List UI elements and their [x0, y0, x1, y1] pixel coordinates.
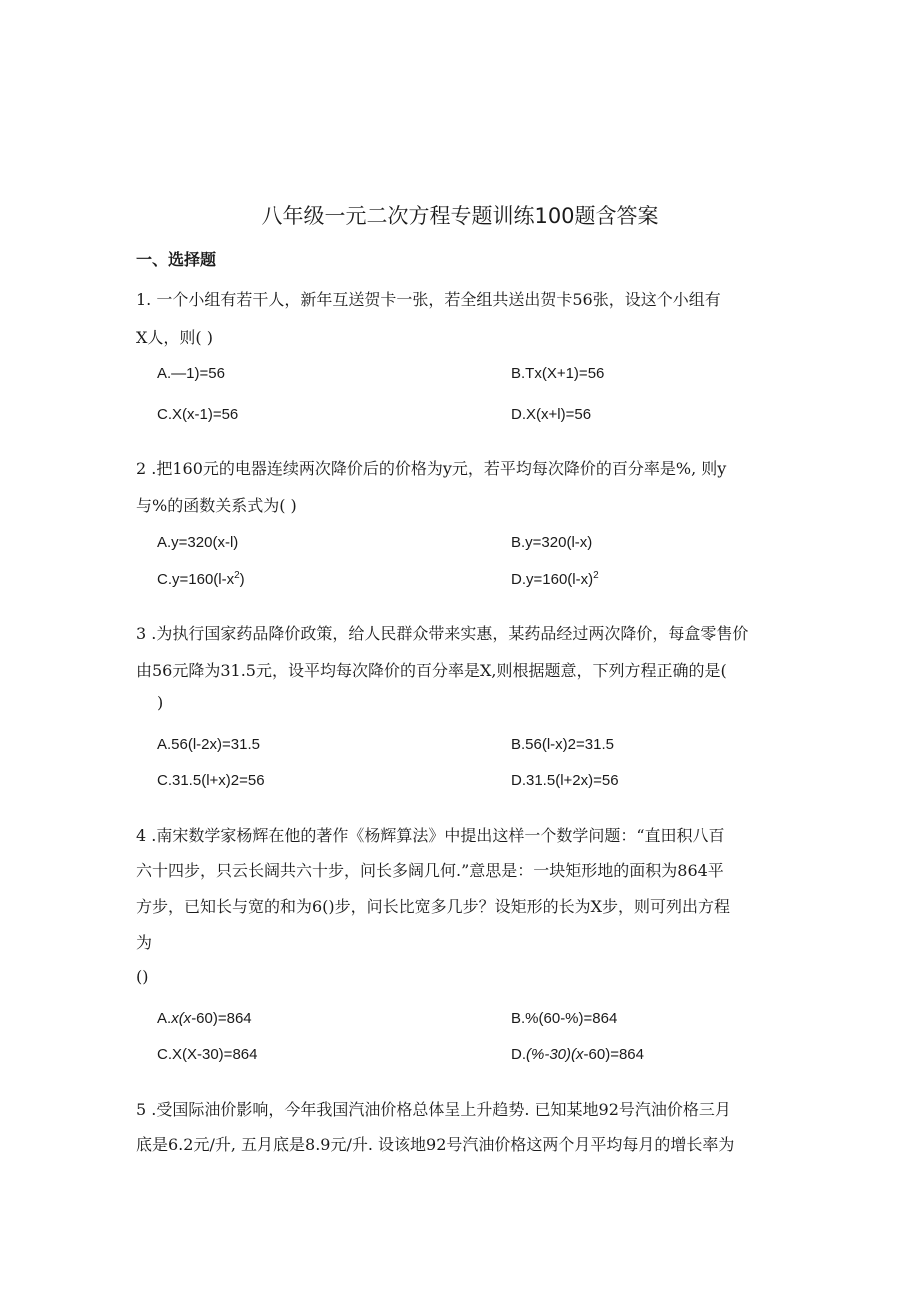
q4-line-3: 方步，已知长与宽的和为6()步，问长比宽多几步？设矩形的长为X步，则可列出方程	[136, 897, 731, 916]
q4-option-d: D.(%-30)(x-60)=864	[511, 1046, 644, 1063]
q4-option-b: B.%(60-%)=864	[511, 1010, 618, 1027]
q3-line-2: 由56元降为31.5元，设平均每次降价的百分率是X,则根据题意，下列方程正确的是(	[136, 661, 727, 680]
section-heading: 一、选择题	[136, 250, 217, 269]
q2-line-1: 2 .把160元的电器连续两次降价后的价格为y元，若平均每次降价的百分率是%, 则y	[136, 459, 727, 478]
q2-option-d: $D.y=160(l-x)^2$	[511, 570, 599, 588]
q4-line-1: 4 .南宋数学家杨辉在他的著作《杨辉算法》中提出这样一个数学问题：“直田积八百	[136, 826, 725, 845]
q3-option-d: D.31.5(l+2x)=56	[511, 772, 619, 789]
q5-line-1: 5 .受国际油价影响，今年我国汽油价格总体呈上升趋势. 已知某地92号汽油价格三月	[136, 1100, 731, 1119]
q4-option-a: A.x(x-60)=864	[157, 1010, 252, 1027]
q3-option-b: B.56(l-x)2=31.5	[511, 736, 614, 753]
q1-option-d: D.X(x+l)=56	[511, 406, 592, 423]
q3-option-c: C.31.5(l+x)2=56	[157, 772, 265, 789]
q4-option-c: C.X(X-30)=864	[157, 1046, 258, 1063]
q4-line-2: 六十四步，只云长阔共六十步，问长多阔几何.”意思是：一块矩形地的面积为864平	[136, 861, 724, 880]
q3-line-1: 3 .为执行国家药品降价政策，给人民群众带来实惠，某药品经过两次降价，每盒零售价	[136, 624, 749, 643]
q5-line-2: 底是6.2元/升, 五月底是8.9元/升. 设该地92号汽油价格这两个月平均每月的增长率为	[136, 1135, 735, 1154]
q3-option-a: A.56(l-2x)=31.5	[157, 736, 260, 753]
q2-option-c: $C.y=160(l-x^2)$	[157, 570, 245, 588]
page-title: 八年级一元二次方程专题训练100题含答案	[261, 204, 659, 228]
q2-option-a: A.y=320(x-l)	[157, 534, 239, 551]
q1-option-c: C.X(x-1)=56	[157, 406, 239, 423]
q2-option-b: B.y=320(l-x)	[511, 534, 593, 551]
q1-option-a: A.—1)=56	[157, 365, 225, 382]
q1-line-1: 1. 一个小组有若干人，新年互送贺卡一张，若全组共送出贺卡56张，设这个小组有	[136, 290, 721, 309]
q3-line-3: )	[157, 693, 164, 712]
q1-option-b: B.Tx(X+1)=56	[511, 365, 605, 382]
q1-line-2: X人，则( )	[136, 328, 213, 347]
q4-line-4: 为	[136, 933, 153, 952]
q4-line-5: ()	[136, 967, 149, 986]
q2-line-2: 与%的函数关系式为( )	[136, 496, 297, 515]
